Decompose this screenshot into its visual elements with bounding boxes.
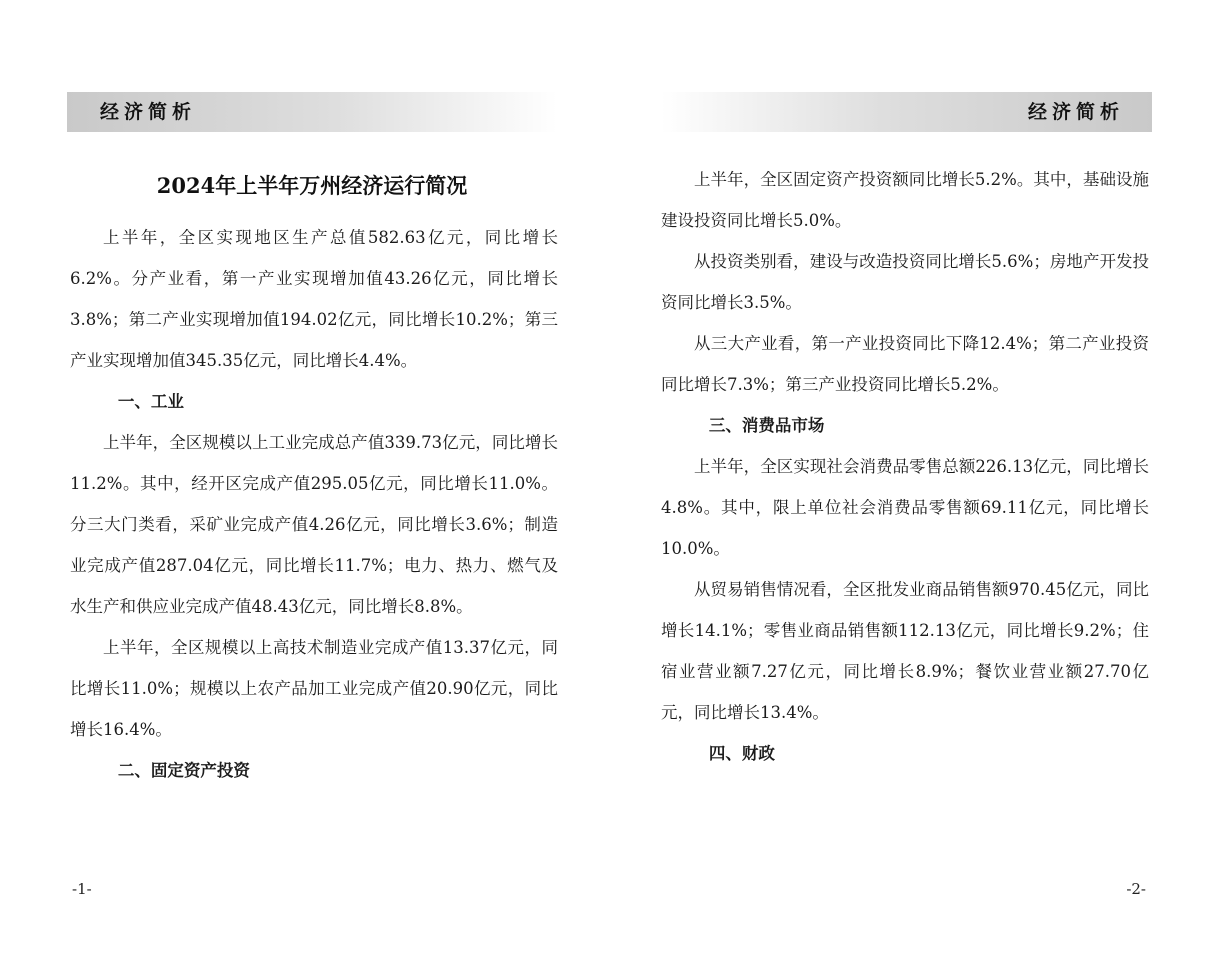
left-content [70,217,558,791]
right-header-band [661,92,1152,132]
paragraph-fixed-asset: 上半年，全区固定资产投资额同比增长5.2%。其中，基础设施建设投资同比增长5.0%。 [661,170,1149,230]
right-page [609,0,1218,977]
section-heading-consumer-market: 三、消费品市场 [708,416,825,435]
paragraph-three-industries: 从三大产业看，第一产业投资同比下降12.4%；第二产业投资同比增长7.3%；第三产业投资同比增长5.2%。 [661,334,1149,394]
section-heading-investment: 二、固定资产投资 [117,761,250,780]
right-content [661,159,1149,774]
paragraph-trade-sales: 从贸易销售情况看，全区批发业商品销售额970.45亿元，同比增长14.1%；零售业商品销售额112.13亿元，同比增长9.2%；住宿业营业额7.27亿元，同比增长8.9%；餐饮业营业额27.70亿元，同比增长13.4%。 [661,580,1149,722]
paragraph-gdp: 上半年，全区实现地区生产总值582.63亿元，同比增长6.2%。分产业看，第一产业实现增加值43.26亿元，同比增长3.8%；第二产业实现增加值194.02亿元，同比增长10.2%；第三产业实现增加值345.35亿元，同比增长4.4%。 [70,228,558,370]
document-title: 2024年上半年万州经济运行简况 [156,173,468,198]
paragraph-high-tech: 上半年，全区规模以上高技术制造业完成产值13.37亿元，同比增长11.0%；规模以上农产品加工业完成产值20.90亿元，同比增长16.4%。 [70,638,558,739]
paragraph-industry-output: 上半年，全区规模以上工业完成总产值339.73亿元，同比增长11.2%。其中，经开区完成产值295.05亿元，同比增长11.0%。分三大门类看，采矿业完成产值4.26亿元，同比增长3.6%；制造业完成产值287.04亿元，同比增长11.7%；电力、热力、燃气及水生产和供应业完成产值48.43亿元，同比增长8.8%。 [70,433,558,616]
left-header-band [67,92,557,132]
section-heading-finance: 四、财政 [708,744,775,763]
paragraph-retail-sales: 上半年，全区实现社会消费品零售总额226.13亿元，同比增长4.8%。其中，限上单位社会消费品零售额69.11亿元，同比增长10.0%。 [661,457,1149,558]
left-header-title: 经济简析 [100,101,197,123]
right-header-title: 经济简析 [1027,101,1124,123]
paragraph-investment-category: 从投资类别看，建设与改造投资同比增长5.6%；房地产开发投资同比增长3.5%。 [661,252,1149,312]
page-number-left: -1- [72,880,92,898]
page-number-right: -2- [1126,880,1146,898]
section-heading-industry: 一、工业 [117,392,184,411]
